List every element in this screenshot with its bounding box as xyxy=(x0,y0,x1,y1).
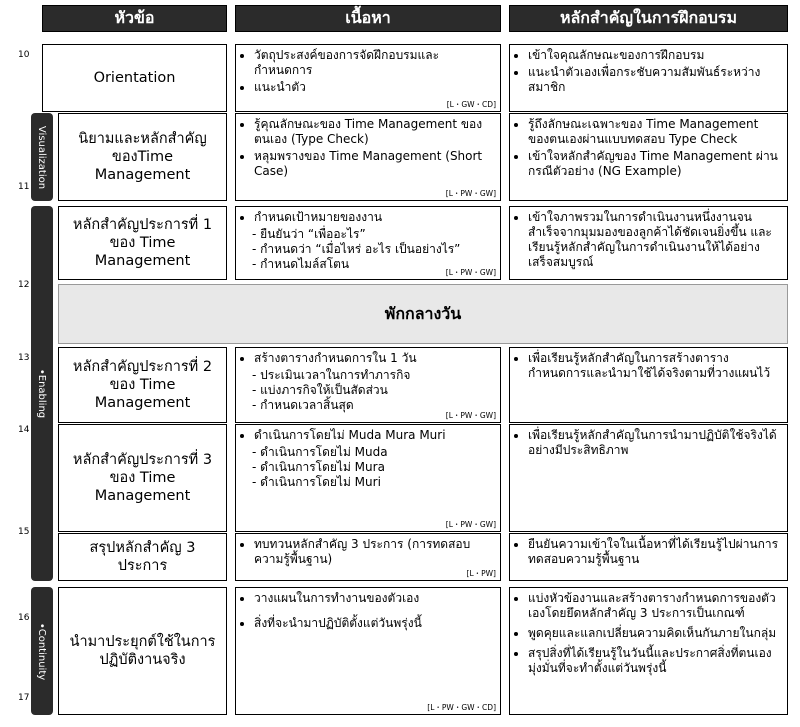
header-topic: หัวข้อ xyxy=(42,5,227,32)
row-key-points xyxy=(509,44,788,112)
method-tag: [L・GW・CD] xyxy=(446,99,496,109)
phase-enabling-bar xyxy=(31,206,53,581)
row-topic-text: นำมาประยุกต์ใช้ในการปฏิบัติงานจริง xyxy=(69,633,216,668)
row-content xyxy=(235,347,501,423)
phase-visualization-bar xyxy=(31,113,53,201)
method-tag: [L・PW・GW] xyxy=(445,410,496,420)
method-tag: [L・PW・GW] xyxy=(445,519,496,529)
content-item: • รู้คุณลักษณะของ Time Management ของตนเอง (Type Check) xyxy=(254,117,494,147)
row-content xyxy=(235,587,501,715)
time-label: 16 xyxy=(18,613,30,623)
row-topic-text: สรุปหลักสำคัญ 3 ประการ xyxy=(89,539,196,574)
row-topic: Orientation xyxy=(42,44,227,112)
content-subitem: - กำหนดไมล์สโตน xyxy=(252,257,494,272)
key-point-item: • เข้าใจภาพรวมในการดำเนินงานหนึ่งงานจนสำเร็จจากมุมมองของลูกค้าได้ชัดเจนยิ่งขึ้น และเรียนรู้หลักสำคัญในการดำเนินงานให้ได้อย่างเสร็จสมบูรณ์ xyxy=(528,210,781,270)
row-topic xyxy=(58,206,227,280)
time-label: 15 xyxy=(18,527,30,537)
phase-visualization-label: Visualization xyxy=(36,125,48,189)
row-topic-text: หลักสำคัญประการที่ 3 ของ Time Management xyxy=(72,451,213,505)
row-key-points xyxy=(509,206,788,280)
time-label: 10 xyxy=(18,50,30,60)
method-tag: [L・PW・GW・CD] xyxy=(427,702,496,712)
row-topic xyxy=(58,533,227,581)
row-key-points xyxy=(509,587,788,715)
key-point-item: • เพื่อเรียนรู้หลักสำคัญในการสร้างตารางกำหนดการและนำมาใช้ได้จริงตามที่วางแผนไว้ xyxy=(528,351,781,381)
time-label: 11 xyxy=(18,182,30,192)
row-key-points xyxy=(509,424,788,532)
content-item: • ดำเนินการโดยไม่ Muda Mura Muri xyxy=(254,428,494,443)
row-content xyxy=(235,424,501,532)
row-content xyxy=(235,113,501,201)
row-content xyxy=(235,533,501,581)
row-topic-text: หลักสำคัญประการที่ 2 ของ Time Management xyxy=(72,358,213,412)
row-topic-text: นิยามและหลักสำคัญของTime Management xyxy=(78,130,207,184)
row-topic xyxy=(58,113,227,201)
key-point-item: • เพื่อเรียนรู้หลักสำคัญในการนำมาปฏิบัติใช้จริงได้อย่างมีประสิทธิภาพ xyxy=(528,428,781,458)
content-subitem: - ประเมินเวลาในการทำภารกิจ xyxy=(252,368,494,383)
time-label: 14 xyxy=(18,425,30,435)
key-point-item: • เข้าใจคุณลักษณะของการฝึกอบรม xyxy=(528,48,781,63)
method-tag: [L・PW] xyxy=(466,568,496,578)
key-point-item: • ยืนยันความเข้าใจในเนื้อหาที่ได้เรียนรู้ไปผ่านการทดสอบความรู้พื้นฐาน xyxy=(528,537,781,567)
content-subitem: - กำหนดว่า “เมื่อไหร่ อะไร เป็นอย่างไร” xyxy=(252,242,494,257)
content-item: • หลุมพรางของ Time Management (Short Case) xyxy=(254,149,494,179)
key-point-item: • พูดคุยและแลกเปลี่ยนความคิดเห็นกันภายในกลุ่ม xyxy=(528,626,781,641)
time-label: 13 xyxy=(18,353,30,363)
key-point-item: • สรุปสิ่งที่ได้เรียนรู้ในวันนี้และประกาศสิ่งที่ตนเองมุ่งมั่นที่จะทำตั้งแต่วันพรุ่งนี้ xyxy=(528,646,781,676)
key-point-item: • เข้าใจหลักสำคัญของ Time Management ผ่านกรณีตัวอย่าง (NG Example) xyxy=(528,149,781,179)
phase-continuity-label: •Continuity xyxy=(36,622,48,680)
content-item: • กำหนดเป้าหมายของงาน xyxy=(254,210,494,225)
content-item: • สิ่งที่จะนำมาปฏิบัติตั้งแต่วันพรุ่งนี้ xyxy=(254,616,494,631)
row-topic xyxy=(58,347,227,423)
header-content: เนื้อหา xyxy=(235,5,501,32)
phase-continuity-bar xyxy=(31,587,53,715)
row-content xyxy=(235,44,501,112)
header-key-points: หลักสำคัญในการฝึกอบรม xyxy=(509,5,788,32)
method-tag: [L・PW・GW] xyxy=(445,267,496,277)
row-content xyxy=(235,206,501,280)
content-item: • สร้างตารางกำหนดการใน 1 วัน xyxy=(254,351,494,366)
content-item: • ทบทวนหลักสำคัญ 3 ประการ (การทดสอบความรู้พื้นฐาน) xyxy=(254,537,494,567)
row-topic-text: หลักสำคัญประการที่ 1 ของ Time Management xyxy=(72,216,213,270)
row-topic xyxy=(58,424,227,532)
phase-enabling-label: •Enabling xyxy=(36,368,48,419)
time-label: 12 xyxy=(18,280,30,290)
content-subitem: - ดำเนินการโดยไม่ Muri xyxy=(252,475,494,490)
content-item: • แนะนำตัว xyxy=(254,80,494,95)
key-point-item: • แบ่งหัวข้องานและสร้างตารางกำหนดการของตัวเองโดยยึดหลักสำคัญ 3 ประการเป็นเกณฑ์ xyxy=(528,591,781,621)
row-key-points xyxy=(509,347,788,423)
lunch-break-banner: พักกลางวัน xyxy=(58,284,788,344)
method-tag: [L・PW・GW] xyxy=(445,188,496,198)
key-point-item: • แนะนำตัวเองเพื่อกระชับความสัมพันธ์ระหว่างสมาชิก xyxy=(528,65,781,95)
content-subitem: - ยืนยันว่า “เพื่ออะไร” xyxy=(252,227,494,242)
content-item: • วัตถุประสงค์ของการจัดฝึกอบรมและกำหนดการ xyxy=(254,48,494,78)
row-key-points xyxy=(509,113,788,201)
content-subitem: - กำหนดเวลาสิ้นสุด xyxy=(252,398,494,413)
row-key-points xyxy=(509,533,788,581)
content-item: • วางแผนในการทำงานของตัวเอง xyxy=(254,591,494,606)
content-subitem: - ดำเนินการโดยไม่ Mura xyxy=(252,460,494,475)
key-point-item: • รู้ถึงลักษณะเฉพาะของ Time Management ของตนเองผ่านแบบทดสอบ Type Check xyxy=(528,117,781,147)
time-label: 17 xyxy=(18,693,30,703)
content-subitem: - แบ่งภารกิจให้เป็นสัดส่วน xyxy=(252,383,494,398)
row-topic xyxy=(58,587,227,715)
content-subitem: - ดำเนินการโดยไม่ Muda xyxy=(252,445,494,460)
